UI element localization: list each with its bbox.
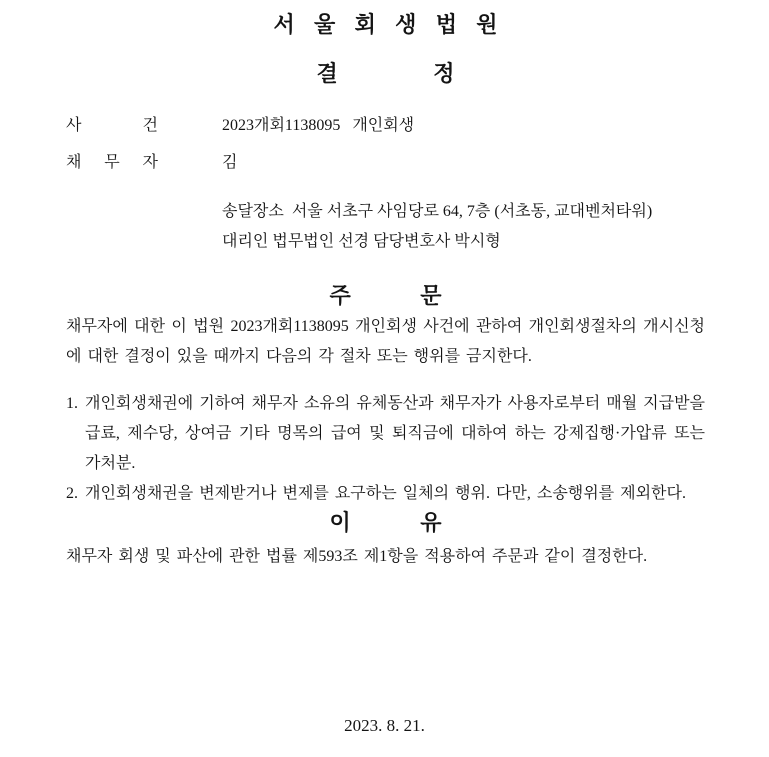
- debtor-label: 채 무 자: [66, 154, 158, 171]
- court-name-title: 서 울 회 생 법 원: [273, 12, 498, 37]
- order-item-1-number: 1.: [66, 395, 78, 412]
- case-number-row: [66, 116, 705, 135]
- document-type-heading: 결 정: [316, 61, 455, 86]
- order-intro-paragraph: 채무자에 대한 이 법원 2023개회1138095 개인회생 사건에 관하여 개인회생절차의 개시신청에 대한 결정이 있을 때까지 다음의 각 절차 또는 행위를 금지한다.: [66, 318, 705, 365]
- order-section: [66, 285, 705, 307]
- service-address-line: 송달장소 서울 서초구 사임당로 64, 7층 (서초동, 교대벤처타워): [222, 203, 653, 220]
- attorney-line: 대리인 법무법인 선경 담당변호사 박시형: [222, 233, 501, 250]
- order-item-2-number: 2.: [66, 485, 78, 502]
- reason-section: [66, 512, 705, 534]
- debtor-name: 김: [222, 154, 238, 171]
- case-number-value: 2023개회1138095 개인회생: [222, 117, 415, 134]
- reason-paragraph: 채무자 회생 및 파산에 관한 법률 제593조 제1항을 적용하여 주문과 같이 결정한다.: [66, 548, 648, 565]
- party-details-block: [222, 197, 705, 257]
- order-item-2-text: 개인회생채권을 변제받거나 변제를 요구하는 일체의 행위. 다만, 소송행위를 제외한다.: [85, 485, 686, 502]
- order-item-2: [66, 479, 705, 509]
- order-heading: 주 문: [329, 283, 442, 308]
- order-item-1: [66, 389, 705, 479]
- order-list: [66, 389, 705, 509]
- debtor-row: [66, 153, 705, 172]
- case-number-label: 사 건: [66, 117, 158, 134]
- reason-heading: 이 유: [329, 510, 442, 535]
- order-item-1-text: 개인회생채권에 기하여 채무자 소유의 유체동산과 채무자가 사용자로부터 매월 지급받을 급료, 제수당, 상여금 기타 명목의 급여 및 퇴직금에 대하여 하는 강제집행·가압류 또는 가처분.: [85, 395, 705, 472]
- decision-date: 2023. 8. 21.: [344, 716, 425, 735]
